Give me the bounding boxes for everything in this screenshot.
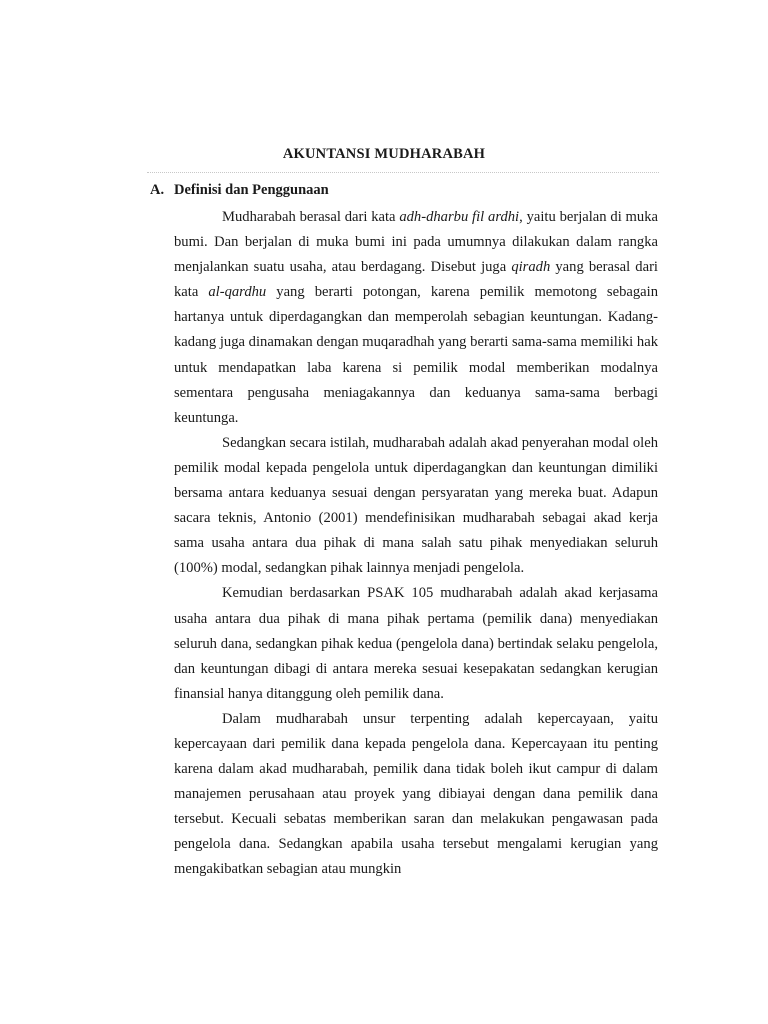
- paragraph-1-part-e: yang berasal dari kata: [174, 259, 658, 301]
- paragraph-2: Sedangkan secara istilah, mudharabah adalah akad penyerahan modal oleh pemilik modal kepada pengelola untuk diperdagangkan dan keuntungan dimiliki bersama antara keduanya sesuai dengan persyaratan yang mereka buat. Adapun sacara teknis, Antonio (2001) mendefinisikan mudharabah sebagai akad kerja sama usaha antara dua pihak di mana salah satu pihak menyediakan seluruh (100%) modal, sedangkan pihak lainnya menjadi pengelola.: [174, 434, 658, 577]
- term-adh-dharbu: adh-dharbu fil ardhi: [399, 209, 520, 225]
- section-letter: A.: [150, 182, 165, 198]
- paragraph-3: Kemudian berdasarkan PSAK 105 mudharabah adalah akad kerjasama usaha antara dua pihak di mana pihak pertama (pemilik dana) menyediakan seluruh dana, sedangkan pihak kedua (pengelola dana) bertindak selaku pengelola, dan keuntungan dibagi di antara mereka sesuai kesepakatan sedangkan kerugian finansial hanya ditanggung oleh pemilik dana.: [174, 585, 658, 702]
- paragraph-1: [174, 205, 658, 431]
- term-al-qardhu: al-qardhu: [208, 284, 267, 301]
- paragraph-1-part-a: Mudharabah berasal dari kata: [222, 209, 400, 225]
- paragraph-4: Dalam mudharabah unsur terpenting adalah kepercayaan, yaitu kepercayaan dari pemilik dana kepada pengelola dana. Kepercayaan itu penting karena dalam akad mudharabah, pemilik dana tidak boleh ikut campur di dalam manajemen perusahaan atau proyek yang dibiayai dengan dana pemilik dana tersebut. Kecuali sebatas memberikan saran dan melakukan pengawasan pada pengelola dana. Sedangkan apabila usaha tersebut mengalami kerugian yang mengakibatkan sebagian atau mungkin: [174, 710, 658, 878]
- section-title: Definisi dan Penggunaan: [174, 182, 329, 198]
- body-text: [174, 205, 658, 883]
- paragraph-1-part-c: , yaitu berjalan di muka bumi. Dan berjalan di muka bumi ini pada umumnya dilakukan dalam rangka menjalankan suatu usaha, atau berdagang. Disebut juga: [174, 209, 658, 276]
- paragraph-1-part-g: yang berarti potongan, karena pemilik memotong sebagain hartanya untuk diperdagangkan dan memperolah sebagian keuntungan. Kadang-kadang juga dinamakan dengan muqaradhah yang berarti sama-sama memiliki hak untuk mendapatkan laba karena si pemilik modal memberikan modalnya sementara pengusaha meniagakannya dan keduanya sama-sama berbagi keuntunga.: [174, 284, 658, 426]
- section-heading: [150, 182, 329, 199]
- term-qiradh: qiradh: [511, 259, 551, 276]
- page-title: AKUNTANSI MUDHARABAH: [282, 146, 486, 162]
- title-divider: [147, 172, 659, 173]
